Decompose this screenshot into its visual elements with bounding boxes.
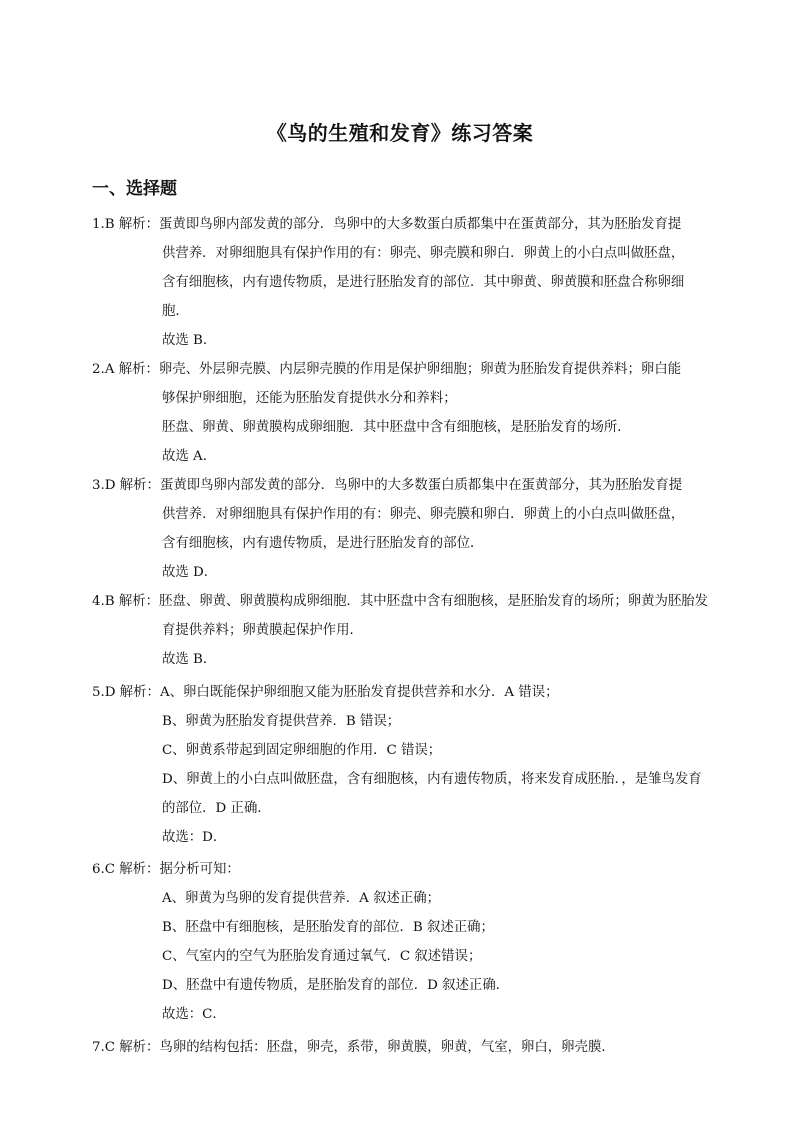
answer-2-line-1: 2.A 解析：卵壳、外层卵壳膜、内层卵壳膜的作用是保护卵细胞；卵黄为胚胎发育提供养料；卵白能 bbox=[92, 362, 682, 377]
answer-5-line-5: 的部位．D 正确． bbox=[162, 801, 271, 816]
answer-1-line-3: 含有细胞核，内有遗传物质，是进行胚胎发育的部位．其中卵黄、卵黄膜和胚盘合称卵细 bbox=[162, 275, 685, 290]
answer-6-line-5: D、胚盘中有遗传物质，是胚胎发育的部位．D 叙述正确． bbox=[162, 978, 510, 993]
page-title: 《鸟的生殖和发育》练习答案 bbox=[266, 121, 534, 145]
answer-1-line-4: 胞． bbox=[162, 304, 189, 319]
answer-6-line-4: C、气室内的空气为胚胎发育通过氧气．C 叙述错误； bbox=[162, 949, 482, 964]
answer-5-line-3: C、卵黄系带起到固定卵细胞的作用．C 错误； bbox=[162, 743, 442, 758]
answer-1-choice: 故选 B． bbox=[162, 333, 217, 348]
answer-5-line-2: B、卵黄为胚胎发育提供营养．B 错误； bbox=[162, 714, 401, 729]
answer-1-line-2: 供营养．对卵细胞具有保护作用的有：卵壳、卵壳膜和卵白．卵黄上的小白点叫做胚盘， bbox=[162, 246, 685, 261]
answer-6-choice: 故选：C． bbox=[162, 1007, 226, 1022]
answer-4-line-2: 育提供养料；卵黄膜起保护作用． bbox=[162, 623, 363, 638]
section-heading: 一、选择题 bbox=[92, 179, 177, 199]
answer-3-line-2: 供营养．对卵细胞具有保护作用的有：卵壳、卵壳膜和卵白．卵黄上的小白点叫做胚盘， bbox=[162, 507, 685, 522]
answer-2-choice: 故选 A． bbox=[162, 449, 217, 464]
answer-7-line-1: 7.C 解析：鸟卵的结构包括：胚盘，卵壳，系带，卵黄膜，卵黄，气室，卵白，卵壳膜． bbox=[92, 1040, 615, 1055]
answer-6-line-2: A、卵黄为鸟卵的发育提供营养．A 叙述正确； bbox=[162, 891, 441, 906]
answer-1-line-1: 1.B 解析：蛋黄即鸟卵内部发黄的部分．鸟卵中的大多数蛋白质都集中在蛋黄部分，其为胚胎发育提 bbox=[92, 217, 682, 232]
answer-2-line-2: 够保护卵细胞，还能为胚胎发育提供水分和养料； bbox=[162, 391, 457, 406]
answer-5-choice: 故选：D． bbox=[162, 830, 227, 845]
answer-6-line-3: B、胚盘中有细胞核，是胚胎发育的部位．B 叙述正确； bbox=[162, 920, 494, 935]
answer-2-line-3: 胚盘、卵黄、卵黄膜构成卵细胞．其中胚盘中含有细胞核，是胚胎发育的场所． bbox=[162, 420, 631, 435]
answer-5-line-1: 5.D 解析：A、卵白既能保护卵细胞又能为胚胎发育提供营养和水分．A 错误； bbox=[92, 685, 559, 700]
answer-5-line-4: D、卵黄上的小白点叫做胚盘，含有细胞核，内有遗传物质，将来发育成胚胎．，是雏鸟发育 bbox=[162, 772, 702, 787]
answer-3-line-3: 含有细胞核，内有遗传物质，是进行胚胎发育的部位． bbox=[162, 536, 484, 551]
answer-3-line-1: 3.D 解析：蛋黄即鸟卵内部发黄的部分．鸟卵中的大多数蛋白质都集中在蛋黄部分，其为胚胎发育提 bbox=[92, 478, 683, 493]
answer-6-line-1: 6.C 解析：据分析可知： bbox=[92, 862, 240, 877]
answer-4-choice: 故选 B． bbox=[162, 652, 217, 667]
answer-3-choice: 故选 D． bbox=[162, 565, 218, 580]
answer-4-line-1: 4.B 解析：胚盘、卵黄、卵黄膜构成卵细胞．其中胚盘中含有细胞核，是胚胎发育的场所；卵黄为胚胎发 bbox=[92, 594, 709, 609]
